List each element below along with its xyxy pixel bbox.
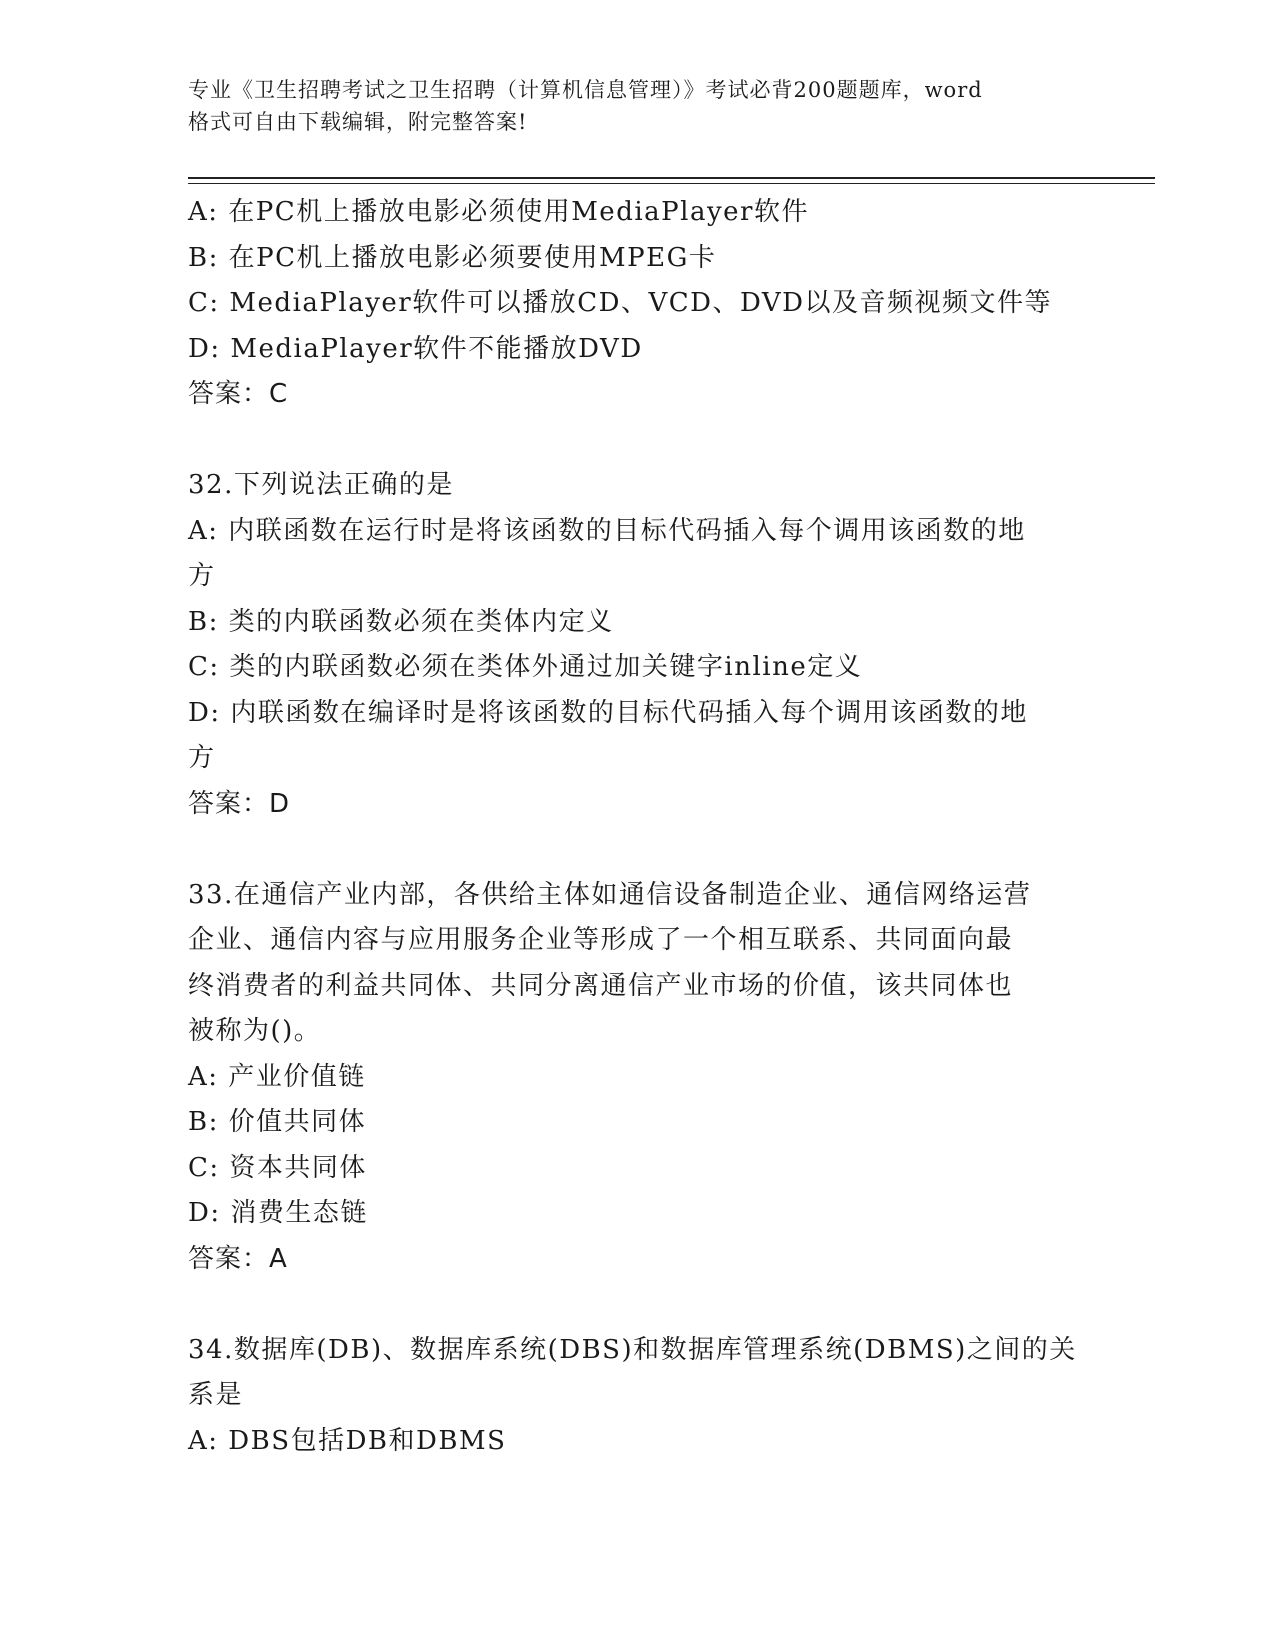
question-33: [188, 873, 1088, 1283]
question-stem: 32.下列说法正确的是: [188, 470, 454, 500]
option-d-continued: 方: [188, 743, 216, 773]
header-divider-thin: [188, 183, 1155, 184]
question-34: [188, 1328, 1088, 1465]
option-c: C: 资本共同体: [188, 1152, 367, 1183]
header-title-line-1: 专业《卫生招聘考试之卫生招聘（计算机信息管理）》考试必背200题题库，word: [188, 78, 983, 102]
question-stem-line-2: 系是: [188, 1380, 244, 1410]
answer-line: 答案：D: [188, 788, 291, 819]
question-spacer: [188, 1282, 1088, 1328]
question-stem-line-4: 被称为()。: [188, 1016, 322, 1046]
header-divider-thick: [188, 177, 1155, 179]
option-b: B: 价值共同体: [188, 1107, 367, 1137]
option-a: A: DBS包括DB和DBMS: [188, 1425, 507, 1456]
option-a: A: 内联函数在运行时是将该函数的目标代码插入每个调用该函数的地: [188, 515, 1026, 546]
option-b: B: 在PC机上播放电影必须要使用MPEG卡: [188, 242, 717, 273]
question-32: [188, 463, 1088, 827]
question-31: [188, 190, 1088, 418]
question-stem-line-2: 企业、通信内容与应用服务企业等形成了一个相互联系、共同面向最: [188, 925, 1014, 955]
document-header: [188, 74, 1088, 138]
option-a: A: 产业价值链: [188, 1061, 366, 1092]
option-d: D: 消费生态链: [188, 1198, 368, 1228]
option-a-continued: 方: [188, 561, 216, 591]
option-d: D: MediaPlayer软件不能播放DVD: [188, 333, 643, 364]
header-title-line-2: 格式可自由下载编辑，附完整答案!: [188, 110, 528, 134]
answer-line: 答案：C: [188, 379, 289, 409]
question-spacer: [188, 827, 1088, 873]
option-c: C: 类的内联函数必须在类体外通过加关键字inline定义: [188, 652, 863, 682]
question-stem-line-1: 33.在通信产业内部，各供给主体如通信设备制造企业、通信网络运营: [188, 879, 1032, 910]
option-b: B: 类的内联函数必须在类体内定义: [188, 606, 614, 637]
question-stem-line-1: 34.数据库(DB)、数据库系统(DBS)和数据库管理系统(DBMS)之间的关: [188, 1334, 1077, 1365]
question-stem-line-3: 终消费者的利益共同体、共同分离通信产业市场的价值，该共同体也: [188, 970, 1014, 1001]
question-list: [188, 190, 1088, 1464]
question-spacer: [188, 418, 1088, 464]
option-c: C: MediaPlayer软件可以播放CD、VCD、DVD以及音频视频文件等: [188, 288, 1052, 318]
option-d: D: 内联函数在编译时是将该函数的目标代码插入每个调用该函数的地: [188, 697, 1028, 728]
option-a: A: 在PC机上播放电影必须使用MediaPlayer软件: [188, 197, 809, 227]
answer-line: 答案：A: [188, 1243, 288, 1274]
